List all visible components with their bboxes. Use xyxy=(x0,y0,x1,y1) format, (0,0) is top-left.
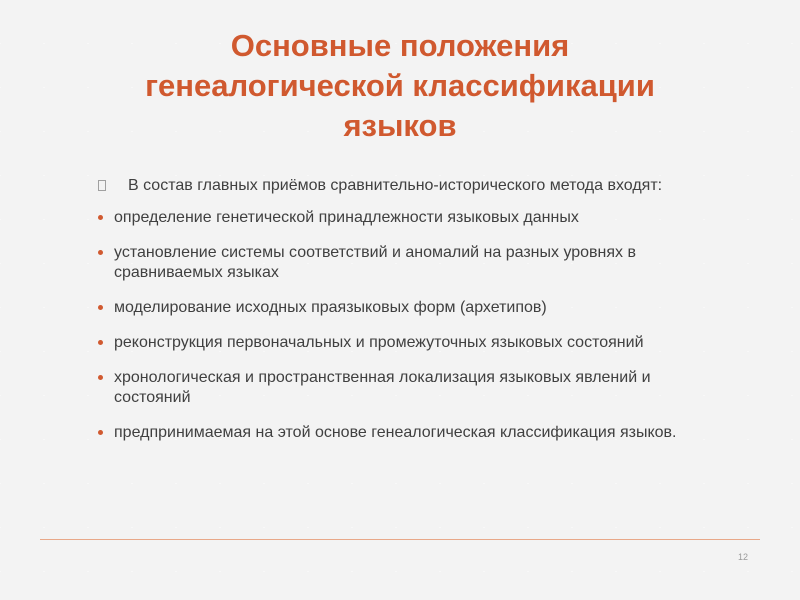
bullet-list xyxy=(96,208,716,443)
title-line-2: генеалогической классификации xyxy=(145,68,655,103)
lead-text: В состав главных приёмов сравнительно-исторического метода входят: xyxy=(128,177,663,194)
list-item xyxy=(96,333,716,353)
list-item-text: определение генетической принадлежности языковых данных xyxy=(114,209,579,226)
footer-divider xyxy=(40,539,760,540)
title-line-1: Основные положения xyxy=(230,28,570,63)
bullet-dot-icon xyxy=(98,215,103,220)
lead-paragraph xyxy=(96,176,716,196)
bullet-dot-icon xyxy=(98,305,103,310)
bullet-dot-icon xyxy=(98,250,103,255)
list-item xyxy=(96,208,716,228)
list-item-text: реконструкция первоначальных и промежуточных языковых состояний xyxy=(114,334,644,351)
list-item-text: моделирование исходных праязыковых форм (архетипов) xyxy=(114,299,547,316)
page-number: 12 xyxy=(737,552,748,562)
list-item-text: хронологическая и пространственная локализация языковых явлений и состояний xyxy=(114,369,651,406)
list-item xyxy=(96,243,716,283)
list-item xyxy=(96,423,716,443)
bullet-dot-icon xyxy=(98,375,103,380)
title-line-3: языков xyxy=(343,108,457,143)
slide-title xyxy=(60,26,740,146)
checkbox-glyph-icon xyxy=(98,180,106,191)
list-item xyxy=(96,298,716,318)
list-item-text: предпринимаемая на этой основе генеалогическая классификация языков. xyxy=(114,424,677,441)
list-item-text: установление системы соответствий и аномалий на разных уровнях в сравниваемых языках xyxy=(114,244,636,281)
list-item xyxy=(96,368,716,408)
bullet-dot-icon xyxy=(98,340,103,345)
slide-content xyxy=(96,176,716,458)
bullet-dot-icon xyxy=(98,430,103,435)
